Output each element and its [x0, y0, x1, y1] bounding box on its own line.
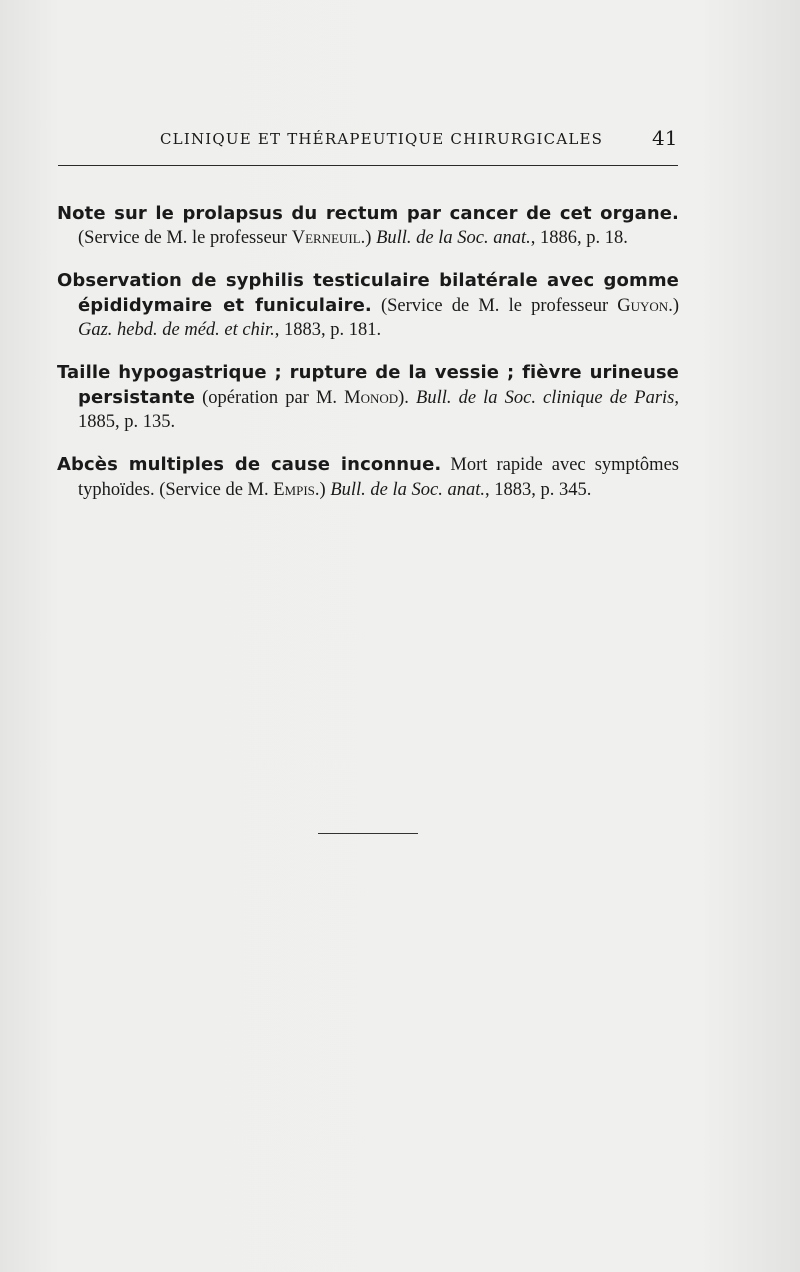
entry-person-name: Guyon [617, 295, 669, 316]
bibliography-list [57, 183, 679, 516]
page-number: 41 [652, 126, 678, 150]
entry-title: Taille hypogastrique ; rupture de la vessie ; fièvre urineuse persistante [57, 362, 679, 408]
entry-text: (opération par M. [195, 387, 345, 408]
entry-person-name: Monod [344, 387, 399, 408]
entry-journal: Gaz. hebd. de méd. et chir. [78, 320, 275, 340]
entry-text: , 1886, p. 18. [530, 228, 628, 248]
entry-text: , 1885, p. 135. [78, 387, 679, 432]
entry-text: , 1883, p. 345. [485, 479, 592, 500]
header-rule [58, 165, 678, 166]
entry-text: .) [360, 228, 377, 248]
bibliography-entry [57, 269, 679, 343]
running-header: CLINIQUE ET THÉRAPEUTIQUE CHIRURGICALES [160, 130, 604, 148]
entry-text: (Service de M. le professeur [78, 228, 292, 248]
bibliography-entry [57, 361, 679, 435]
entry-text: Mort rapide avec symptômes typhoïdes. (Service de M. [78, 455, 679, 500]
bibliography-entry [57, 202, 679, 251]
entry-text: ). [398, 387, 417, 408]
entry-journal: Bull. de la Soc. clinique de Paris [416, 387, 675, 408]
entry-text: (Service de M. le professeur [371, 295, 618, 316]
entry-journal: Bull. de la Soc. anat. [330, 479, 485, 500]
entry-text: .) [668, 295, 679, 316]
entry-text: .) [314, 479, 331, 500]
entry-person-name: Empis [273, 479, 315, 500]
entry-journal: Bull. de la Soc. anat. [376, 228, 531, 248]
bibliography-entry [57, 453, 679, 502]
entry-title: Abcès multiples de cause inconnue. [57, 454, 442, 475]
section-divider [318, 833, 418, 834]
entry-text: , 1883, p. 181. [274, 320, 382, 340]
entry-title: Observation de syphilis testiculaire bilatérale avec gomme épididymaire et funiculaire. [57, 270, 679, 316]
entry-title: Note sur le prolapsus du rectum par cancer de cet organe. [57, 202, 679, 224]
entry-person-name: Verneuil [291, 228, 361, 248]
